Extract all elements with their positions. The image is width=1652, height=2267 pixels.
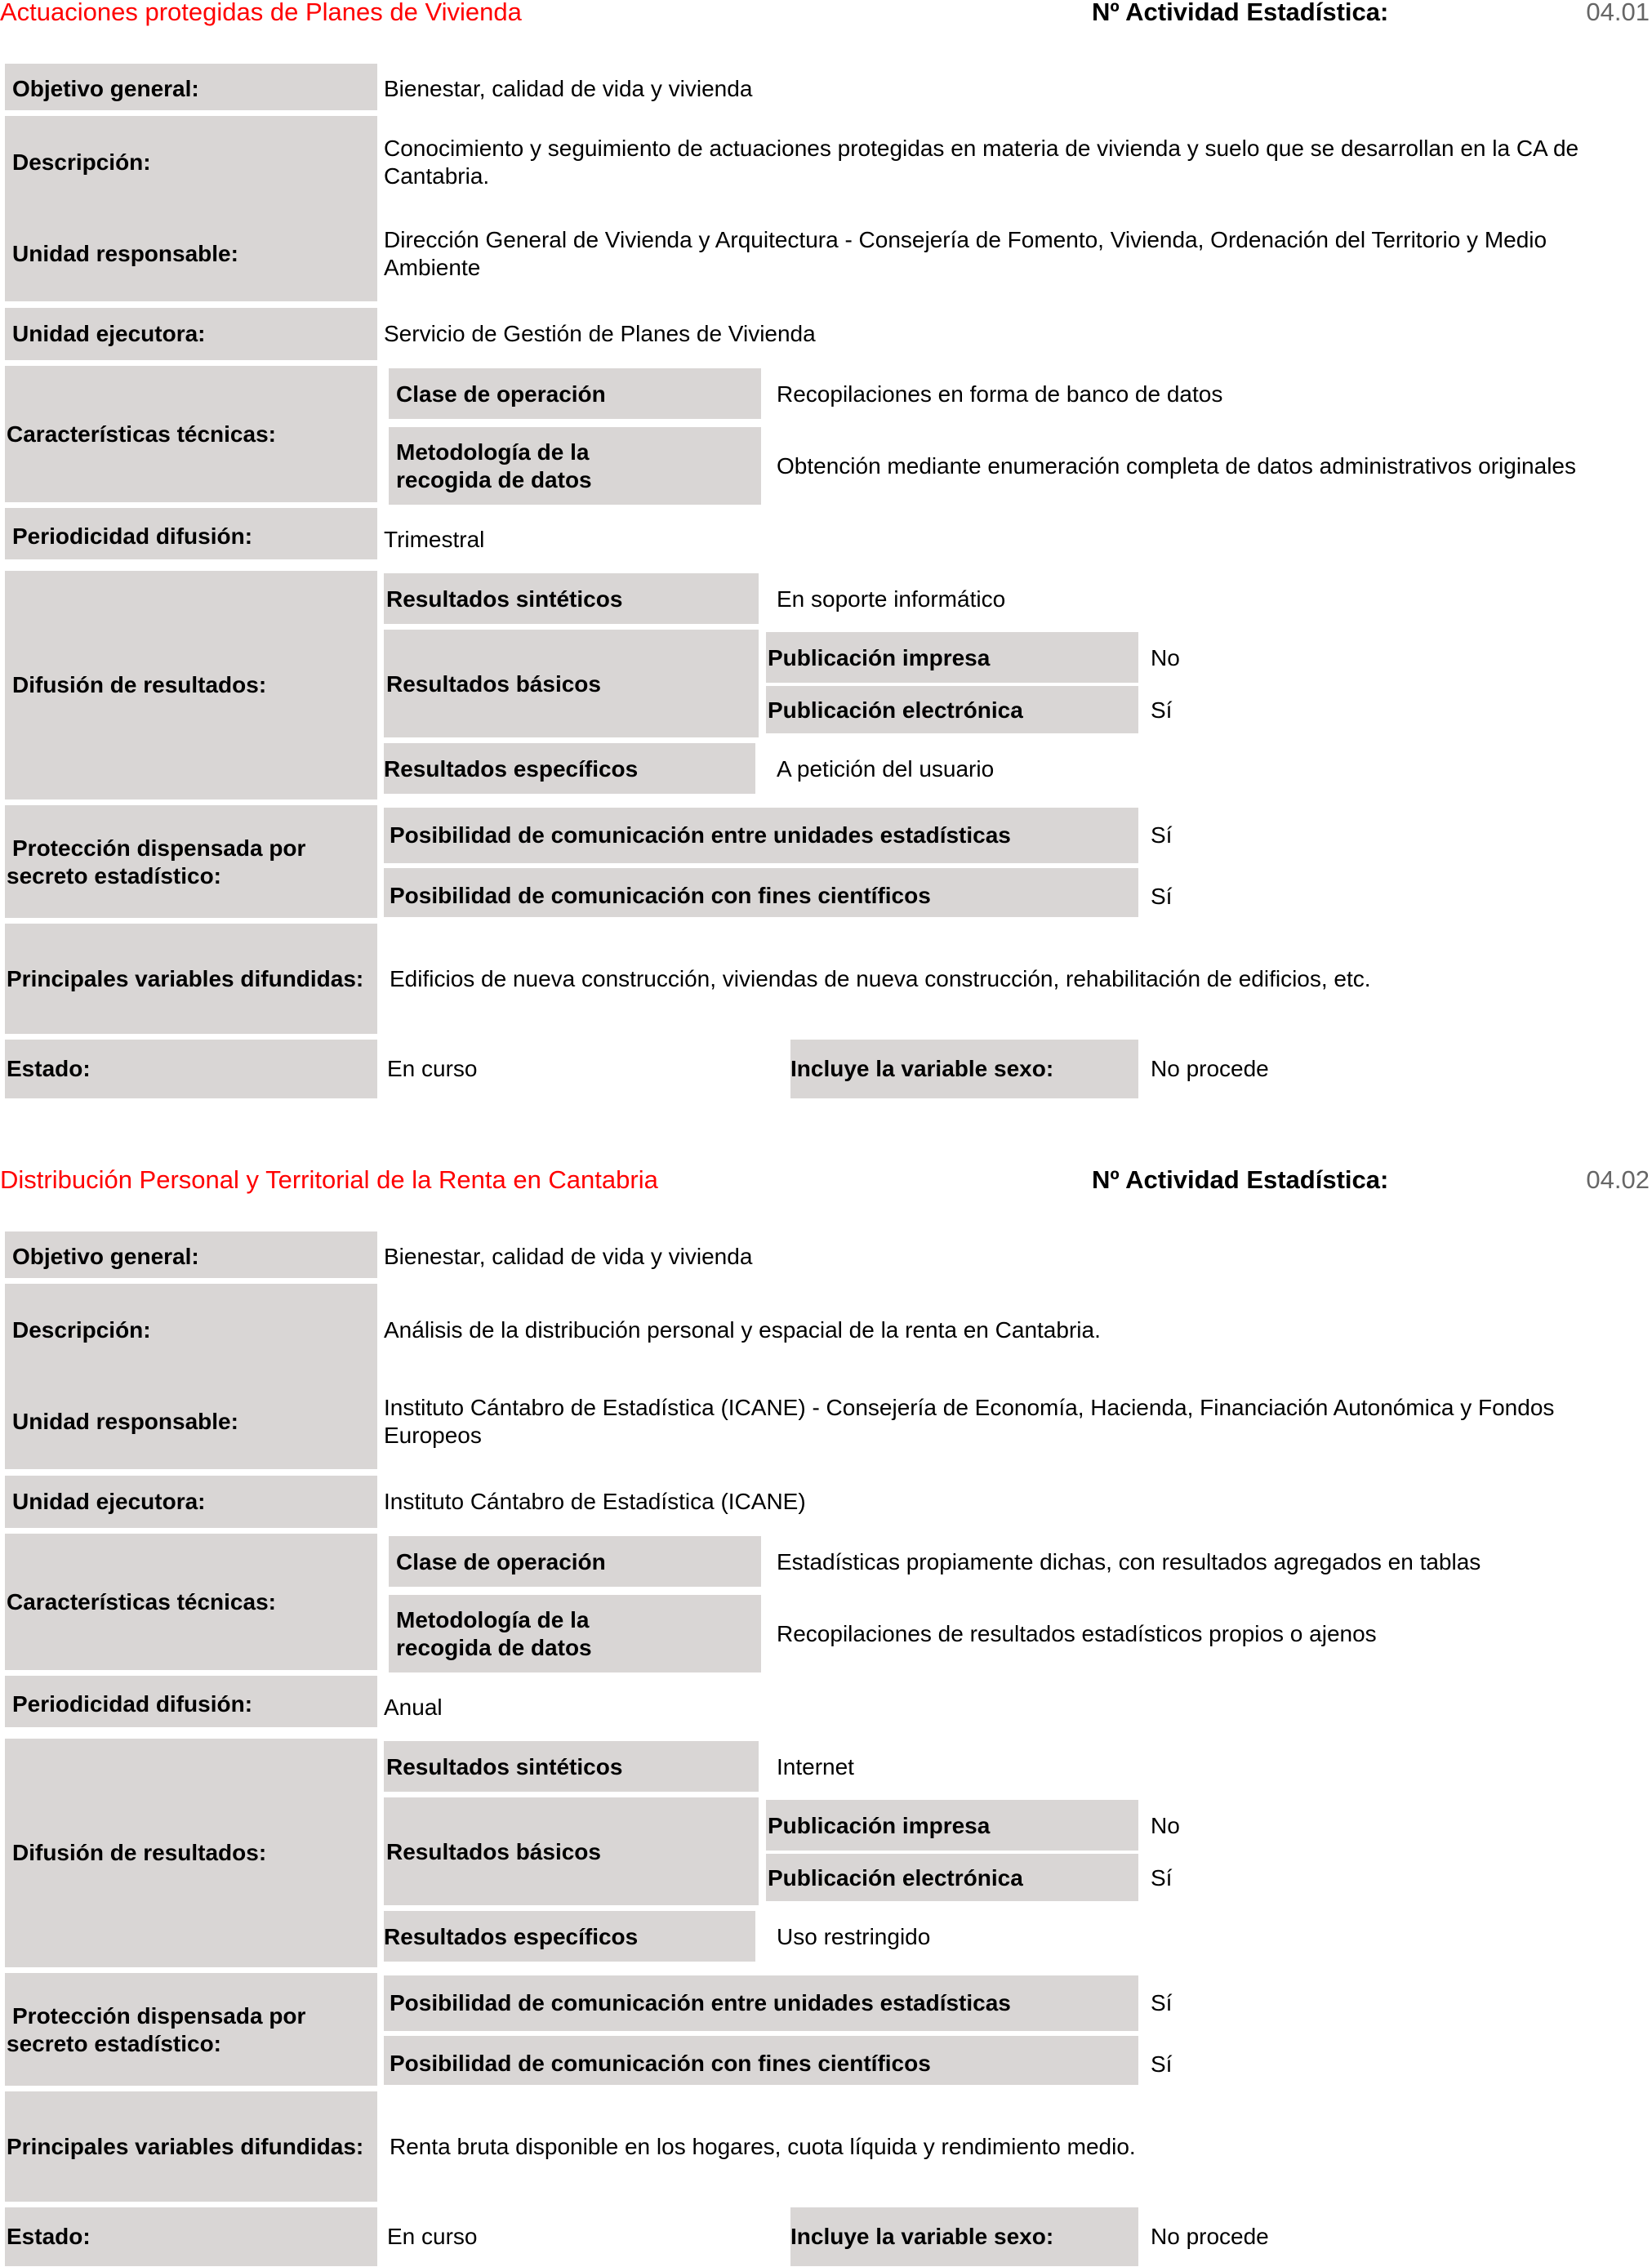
metodologia-label-2: recogida de datos bbox=[396, 467, 592, 492]
res-sinteticos-value: En soporte informático bbox=[777, 586, 1006, 612]
proteccion-label-1: Protección dispensada por bbox=[12, 835, 306, 861]
descripcion-label: Descripción: bbox=[12, 1317, 151, 1343]
variable-sexo-value: No procede bbox=[1151, 2224, 1269, 2249]
metodologia-label-2: recogida de datos bbox=[396, 1635, 592, 1660]
variables-value: Edificios de nueva construcción, viviendas de nueva construcción, rehabilitación de edificios, etc. bbox=[390, 966, 1371, 991]
unidad-ejecutora-value: Instituto Cántabro de Estadística (ICANE) bbox=[384, 1489, 806, 1514]
res-especificos-label: Resultados específicos bbox=[384, 1924, 639, 1949]
activity-card bbox=[0, 0, 1652, 1098]
activity-number: 04.02 bbox=[1586, 1165, 1650, 1194]
clase-operacion-value: Estadísticas propiamente dichas, con resultados agregados en tablas bbox=[777, 1549, 1481, 1574]
com-unidades-value: Sí bbox=[1151, 822, 1173, 848]
proteccion-label-2: secreto estadístico: bbox=[7, 863, 221, 889]
clase-operacion-value: Recopilaciones en forma de banco de datos bbox=[777, 381, 1223, 407]
metodologia-value: Recopilaciones de resultados estadísticos propios o ajenos bbox=[777, 1621, 1377, 1646]
com-cientificos-label: Posibilidad de comunicación con fines científicos bbox=[390, 883, 931, 908]
difusion-label: Difusión de resultados: bbox=[12, 1840, 267, 1865]
variable-sexo-label: Incluye la variable sexo: bbox=[790, 2224, 1054, 2249]
activity-number-label: Nº Actividad Estadística: bbox=[1092, 1165, 1389, 1194]
variables-label: Principales variables difundidas: bbox=[7, 966, 364, 991]
unidad-responsable-label: Unidad responsable: bbox=[12, 1409, 238, 1434]
variable-sexo-value: No procede bbox=[1151, 1056, 1269, 1081]
metodologia-value: Obtención mediante enumeración completa de datos administrativos originales bbox=[777, 453, 1576, 479]
estado-value: En curso bbox=[387, 2224, 478, 2249]
res-sinteticos-label: Resultados sintéticos bbox=[386, 586, 623, 612]
unidad-responsable-value: Dirección General de Vivienda y Arquitectura - Consejería de Fomento, Vivienda, Ordenación del Territorio y Medio Ambiente bbox=[384, 227, 1547, 280]
unidad-responsable-value: Instituto Cántabro de Estadística (ICANE) - Consejería de Economía, Hacienda, Financiación Autonómica y Fondos Europeos bbox=[384, 1395, 1555, 1448]
descripcion-label: Descripción: bbox=[12, 149, 151, 175]
metodologia-label-1: Metodología de la bbox=[396, 1607, 590, 1632]
unidad-ejecutora-label: Unidad ejecutora: bbox=[12, 321, 206, 346]
variables-value: Renta bruta disponible en los hogares, cuota líquida y rendimiento medio. bbox=[390, 2134, 1136, 2159]
periodicidad-value: Trimestral bbox=[384, 527, 485, 552]
com-cientificos-value: Sí bbox=[1151, 2051, 1173, 2077]
com-unidades-value: Sí bbox=[1151, 1990, 1173, 2015]
clase-operacion-label: Clase de operación bbox=[396, 381, 606, 407]
pub-electronica-label: Publicación electrónica bbox=[768, 697, 1023, 723]
clase-operacion-label: Clase de operación bbox=[396, 1549, 606, 1574]
proteccion-label-1: Protección dispensada por bbox=[12, 2003, 306, 2029]
pub-electronica-value: Sí bbox=[1151, 1865, 1173, 1891]
estado-label: Estado: bbox=[7, 2224, 91, 2249]
res-sinteticos-value: Internet bbox=[777, 1754, 854, 1779]
periodicidad-label: Periodicidad difusión: bbox=[12, 523, 253, 549]
descripcion-value: Análisis de la distribución personal y espacial de la renta en Cantabria. bbox=[384, 1317, 1101, 1343]
objetivo-value: Bienestar, calidad de vida y vivienda bbox=[384, 1244, 753, 1269]
activity-title: Distribución Personal y Territorial de la Renta en Cantabria bbox=[0, 1165, 658, 1194]
activity-title: Actuaciones protegidas de Planes de Vivienda bbox=[0, 0, 522, 26]
res-basicos-label: Resultados básicos bbox=[386, 671, 601, 697]
pub-impresa-label: Publicación impresa bbox=[768, 645, 991, 670]
res-especificos-value: A petición del usuario bbox=[777, 756, 995, 782]
periodicidad-value: Anual bbox=[384, 1695, 443, 1720]
res-basicos-label: Resultados básicos bbox=[386, 1839, 601, 1864]
objetivo-value: Bienestar, calidad de vida y vivienda bbox=[384, 76, 753, 101]
pub-electronica-value: Sí bbox=[1151, 697, 1173, 723]
descripcion-value: Conocimiento y seguimiento de actuaciones protegidas en materia de vivienda y suelo que se desarrollan en la CA de Cantabria. bbox=[384, 136, 1579, 189]
estado-label: Estado: bbox=[7, 1056, 91, 1081]
com-cientificos-label: Posibilidad de comunicación con fines científicos bbox=[390, 2051, 931, 2076]
caracteristicas-label: Características técnicas: bbox=[7, 421, 276, 447]
pub-impresa-label: Publicación impresa bbox=[768, 1813, 991, 1838]
pub-electronica-label: Publicación electrónica bbox=[768, 1865, 1023, 1891]
caracteristicas-label: Características técnicas: bbox=[7, 1589, 276, 1615]
proteccion-label-2: secreto estadístico: bbox=[7, 2031, 221, 2056]
periodicidad-label: Periodicidad difusión: bbox=[12, 1691, 253, 1717]
com-unidades-label: Posibilidad de comunicación entre unidades estadísticas bbox=[390, 1990, 1011, 2015]
res-especificos-label: Resultados específicos bbox=[384, 756, 639, 782]
activity-card bbox=[0, 1165, 1652, 2266]
res-especificos-value: Uso restringido bbox=[777, 1924, 931, 1949]
res-sinteticos-label: Resultados sintéticos bbox=[386, 1754, 623, 1779]
variables-label: Principales variables difundidas: bbox=[7, 2134, 364, 2159]
unidad-ejecutora-label: Unidad ejecutora: bbox=[12, 1489, 206, 1514]
difusion-label: Difusión de resultados: bbox=[12, 672, 267, 697]
activity-number: 04.01 bbox=[1586, 0, 1650, 26]
objetivo-label: Objetivo general: bbox=[12, 76, 199, 101]
unidad-responsable-label: Unidad responsable: bbox=[12, 241, 238, 266]
objetivo-label: Objetivo general: bbox=[12, 1244, 199, 1269]
com-cientificos-value: Sí bbox=[1151, 884, 1173, 909]
pub-impresa-value: No bbox=[1151, 645, 1180, 670]
activity-number-label: Nº Actividad Estadística: bbox=[1092, 0, 1389, 26]
metodologia-label-1: Metodología de la bbox=[396, 439, 590, 465]
variable-sexo-label: Incluye la variable sexo: bbox=[790, 1056, 1054, 1081]
pub-impresa-value: No bbox=[1151, 1813, 1180, 1838]
com-unidades-label: Posibilidad de comunicación entre unidades estadísticas bbox=[390, 822, 1011, 848]
estado-value: En curso bbox=[387, 1056, 478, 1081]
unidad-ejecutora-value: Servicio de Gestión de Planes de Vivienda bbox=[384, 321, 816, 346]
